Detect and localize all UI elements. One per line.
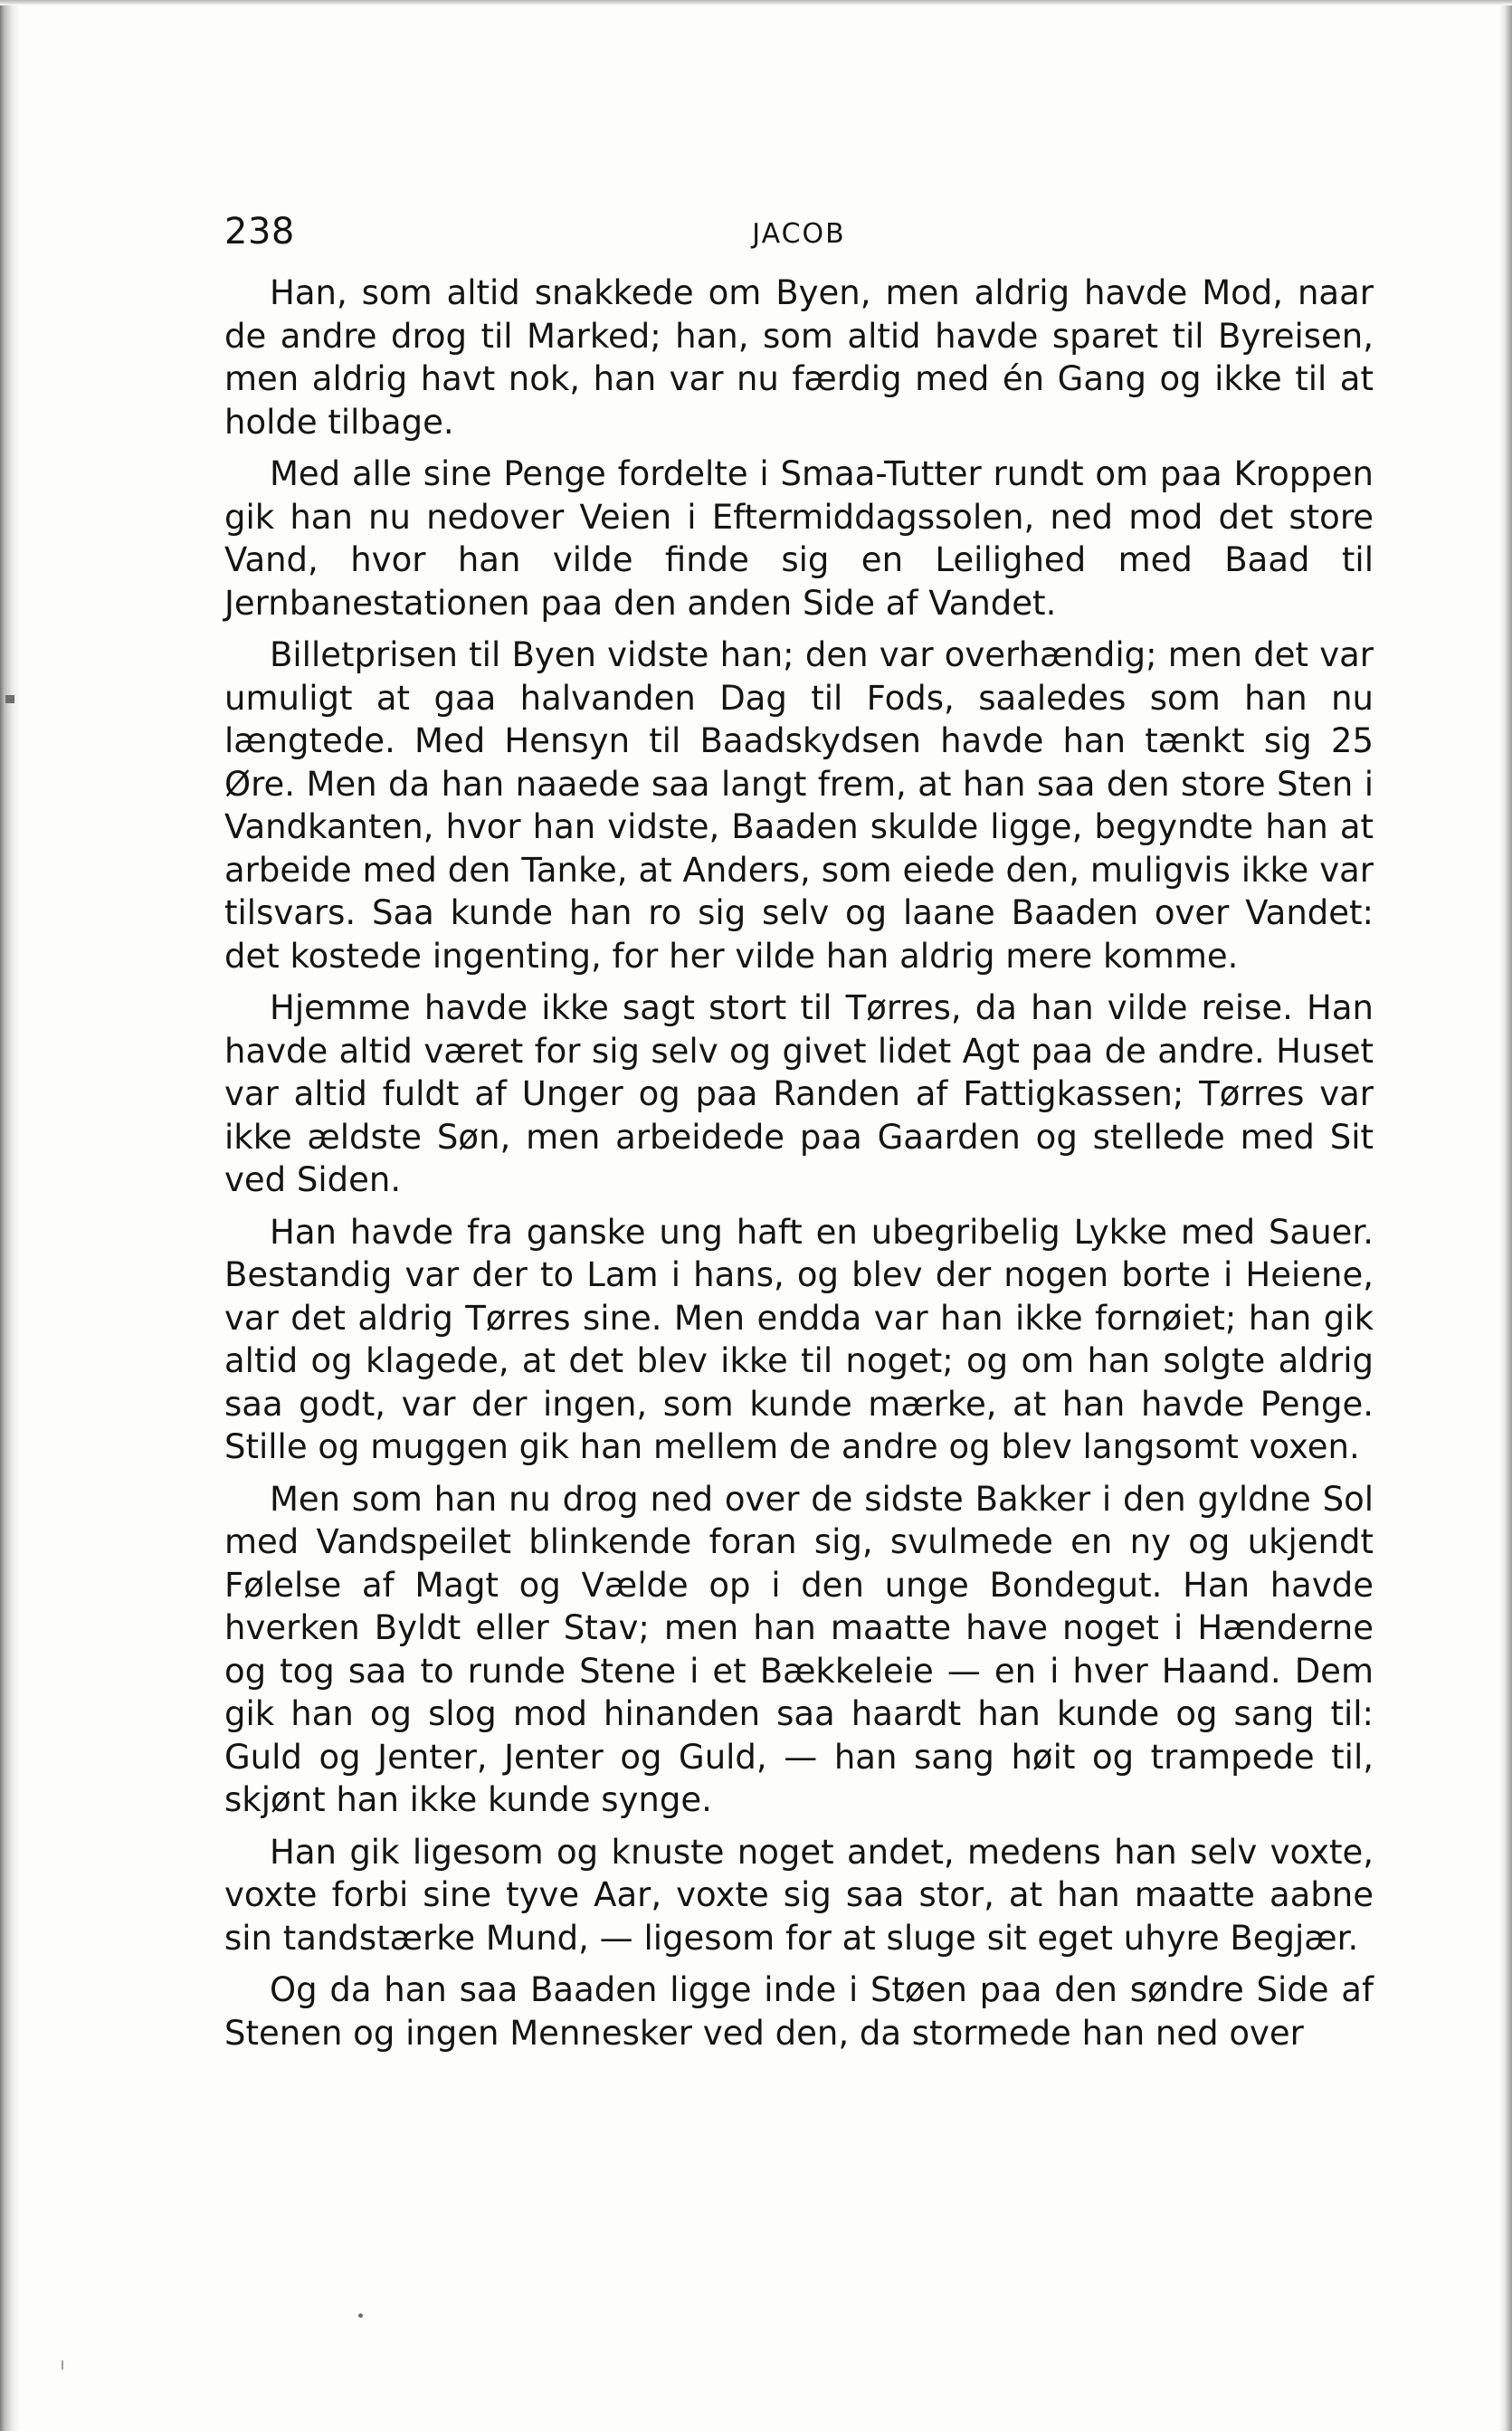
paragraph: Med alle sine Penge fordelte i Smaa-Tutter rundt om paa Kroppen gik han nu nedover Veien i Eftermiddagssolen, ned mod det store Vand, hvor han vilde finde sig en Leilighed med Baad til Jernbanestationen paa den anden Side af Vandet. — [224, 454, 1374, 623]
running-title: JACOB — [752, 218, 846, 250]
paragraph: Hjemme havde ikke sagt stort til Tørres, da han vilde reise. Han havde altid været for sig selv og givet lidet Agt paa de andre. Huset var altid fuldt af Unger og paa Randen af Fattigkassen; Tørres var ikke ældste Søn, men arbeidede paa Gaarden og stellede med Sit ved Siden. — [224, 988, 1374, 1199]
scan-artifact — [358, 2313, 363, 2318]
paragraph: Og da han saa Baaden ligge inde i Støen paa den søndre Side af Stenen og ingen Mennesker ved den, da stormede han ned over — [224, 1970, 1374, 2053]
page-right-edge — [1499, 0, 1512, 2431]
paragraph: Men som han nu drog ned over de sidste Bakker i den gyldne Sol med Vandspeilet blinkende foran sig, svulmede en ny og ukjendt Følelse af Magt og Vælde op i den unge Bondegut. Han havde hverken Byldt eller Stav; men han maatte have noget i Hænderne og tog saa to runde Stene i et Bækkeleie — en i hver Haand. Dem gik han og slog mod hinanden saa haardt han kunde og sang til: Guld og Jenter, Jenter og Guld, — han sang høit og trampede til, skjønt han ikke kunde synge. — [224, 1479, 1374, 1819]
scan-artifact — [5, 695, 14, 703]
body-text — [224, 272, 1374, 2064]
paragraph: Han, som altid snakkede om Byen, men aldrig havde Mod, naar de andre drog til Marked; han, som altid havde sparet til Byreisen, men aldrig havt nok, han var nu færdig med én Gang og ikke til at holde tilbage. — [224, 273, 1374, 442]
paragraph: Han gik ligesom og knuste noget andet, medens han selv voxte, voxte forbi sine tyve Aar, voxte sig saa stor, at han maatte aabne sin tandstærke Mund, — ligesom for at sluge sit eget uhyre Begjær. — [224, 1832, 1374, 1958]
scan-artifact — [62, 2360, 63, 2369]
page-top-edge — [0, 0, 1512, 5]
page-number: 238 — [224, 211, 295, 253]
page-left-edge — [0, 0, 20, 2431]
paragraph: Han havde fra ganske ung haft en ubegribelig Lykke med Sauer. Bestandig var der to Lam i hans, og blev der nogen borte i Heiene, var det aldrig Tørres sine. Men endda var han ikke fornøiet; han gik altid og klagede, at det blev ikke til noget; og om han solgte aldrig saa godt, var der ingen, som kunde mærke, at han havde Penge. Stille og muggen gik han mellem de andre og blev langsomt voxen. — [224, 1212, 1374, 1466]
page-header — [224, 209, 1374, 263]
paragraph: Billetprisen til Byen vidste han; den var overhændig; men det var umuligt at gaa halvanden Dag til Fods, saaledes som han nu længtede. Med Hensyn til Baadskydsen havde han tænkt sig 25 Øre. Men da han naaede saa langt frem, at han saa den store Sten i Vandkanten, hvor han vidste, Baaden skulde ligge, begyndte han at arbeide med den Tanke, at Anders, som eiede den, muligvis ikke var tilsvars. Saa kunde han ro sig selv og laane Baaden over Vandet: det kostede ingenting, for her vilde han aldrig mere komme. — [224, 635, 1374, 976]
